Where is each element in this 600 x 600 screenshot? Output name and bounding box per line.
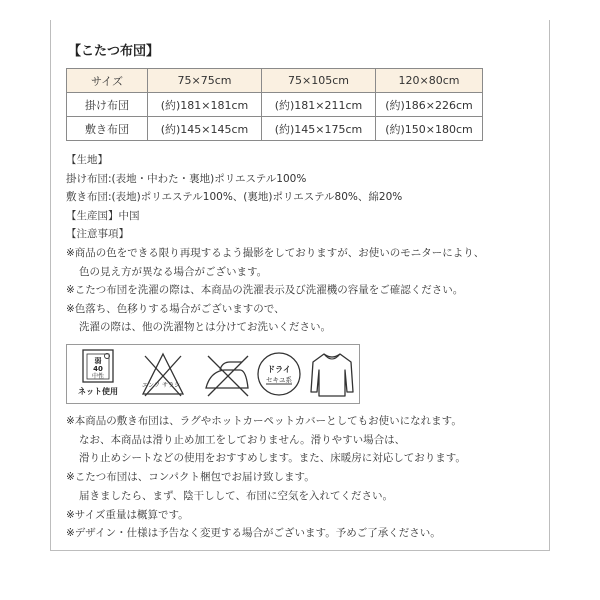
fabric-kake: 掛け布団:(表地・中わた・裏地)ポリエステル100% bbox=[66, 172, 307, 185]
dry-label-2: セキユ系 bbox=[266, 376, 292, 384]
table-cell: (約)150×180cm bbox=[376, 117, 483, 141]
note-text: ※デザイン・仕様は予告なく変更する場合がございます。予めご了承ください。 bbox=[66, 527, 441, 540]
caution-text: ※色落ち、色移りする場合がございますので、 bbox=[66, 302, 285, 315]
table-row bbox=[67, 117, 483, 141]
table-row-label: 敷き布団 bbox=[67, 117, 148, 141]
care-icons-box bbox=[66, 344, 360, 404]
table-cell: (約)181×211cm bbox=[262, 93, 376, 117]
table-cell: (約)145×145cm bbox=[148, 117, 262, 141]
wash-label-3: 中性 bbox=[91, 373, 105, 380]
table-row bbox=[67, 93, 483, 117]
wash-tub-icon bbox=[77, 348, 121, 402]
wash-label-1: 弱 bbox=[94, 357, 102, 365]
caution-text: ※商品の色をできる限り再現するよう撮影をしておりますが、お使いのモニターにより、 bbox=[66, 246, 485, 259]
note-text: 滑り止めシートなどの使用をおすすめします。また、床暖房に対応しております。 bbox=[79, 452, 466, 465]
caution-heading: 【注意事項】 bbox=[66, 228, 129, 241]
notes-section bbox=[66, 412, 466, 543]
caution-text: ※こたつ布団を洗濯の際は、本商品の洗濯表示及び洗濯機の容量をご確認ください。 bbox=[66, 284, 464, 297]
bleach-label: エンソ サラシ bbox=[142, 382, 180, 389]
table-cell: (約)181×181cm bbox=[148, 93, 262, 117]
caution-text: 洗濯の際は、他の洗濯物とは分けてお洗いください。 bbox=[79, 321, 331, 334]
wash-label-2: 40 bbox=[93, 365, 103, 373]
dry-clean-icon bbox=[254, 348, 304, 400]
table-cell: (約)145×175cm bbox=[262, 117, 376, 141]
note-text: 届きましたら、まず、陰干しして、布団に空気を入れてください。 bbox=[79, 489, 393, 502]
origin-text: 【生産国】中国 bbox=[66, 209, 140, 222]
size-table bbox=[66, 68, 483, 141]
note-text: なお、本商品は滑り止め加工をしておりません。滑りやすい場合は、 bbox=[79, 433, 406, 446]
note-text: ※サイズ重量は概算です。 bbox=[66, 508, 189, 521]
hang-dry-shirt-icon bbox=[307, 348, 357, 400]
table-header-cell: サイズ bbox=[67, 69, 148, 93]
table-header-cell: 75×105cm bbox=[262, 69, 376, 93]
fabric-shiki: 敷き布団:(表地)ポリエステル100%、(裏地)ポリエステル80%、綿20% bbox=[66, 191, 403, 204]
table-row-label: 掛け布団 bbox=[67, 93, 148, 117]
wash-caption: ネット使用 bbox=[78, 387, 118, 396]
table-header-cell: 120×80cm bbox=[376, 69, 483, 93]
note-text: ※本商品の敷き布団は、ラグやホットカーペットカバーとしてもお使いになれます。 bbox=[66, 415, 462, 427]
fabric-heading: 【生地】 bbox=[66, 154, 108, 166]
product-info bbox=[66, 151, 484, 337]
caution-text: 色の見え方が異なる場合がございます。 bbox=[79, 265, 268, 278]
section-title: 【こたつ布団】 bbox=[68, 44, 160, 59]
dry-label-1: ドライ bbox=[267, 365, 291, 374]
note-text: ※こたつ布団は、コンパクト梱包でお届け致します。 bbox=[66, 471, 315, 484]
table-cell: (約)186×226cm bbox=[376, 93, 483, 117]
no-iron-icon bbox=[200, 348, 254, 400]
table-header-row bbox=[67, 69, 483, 93]
table-header-cell: 75×75cm bbox=[148, 69, 262, 93]
no-bleach-icon bbox=[139, 348, 187, 400]
